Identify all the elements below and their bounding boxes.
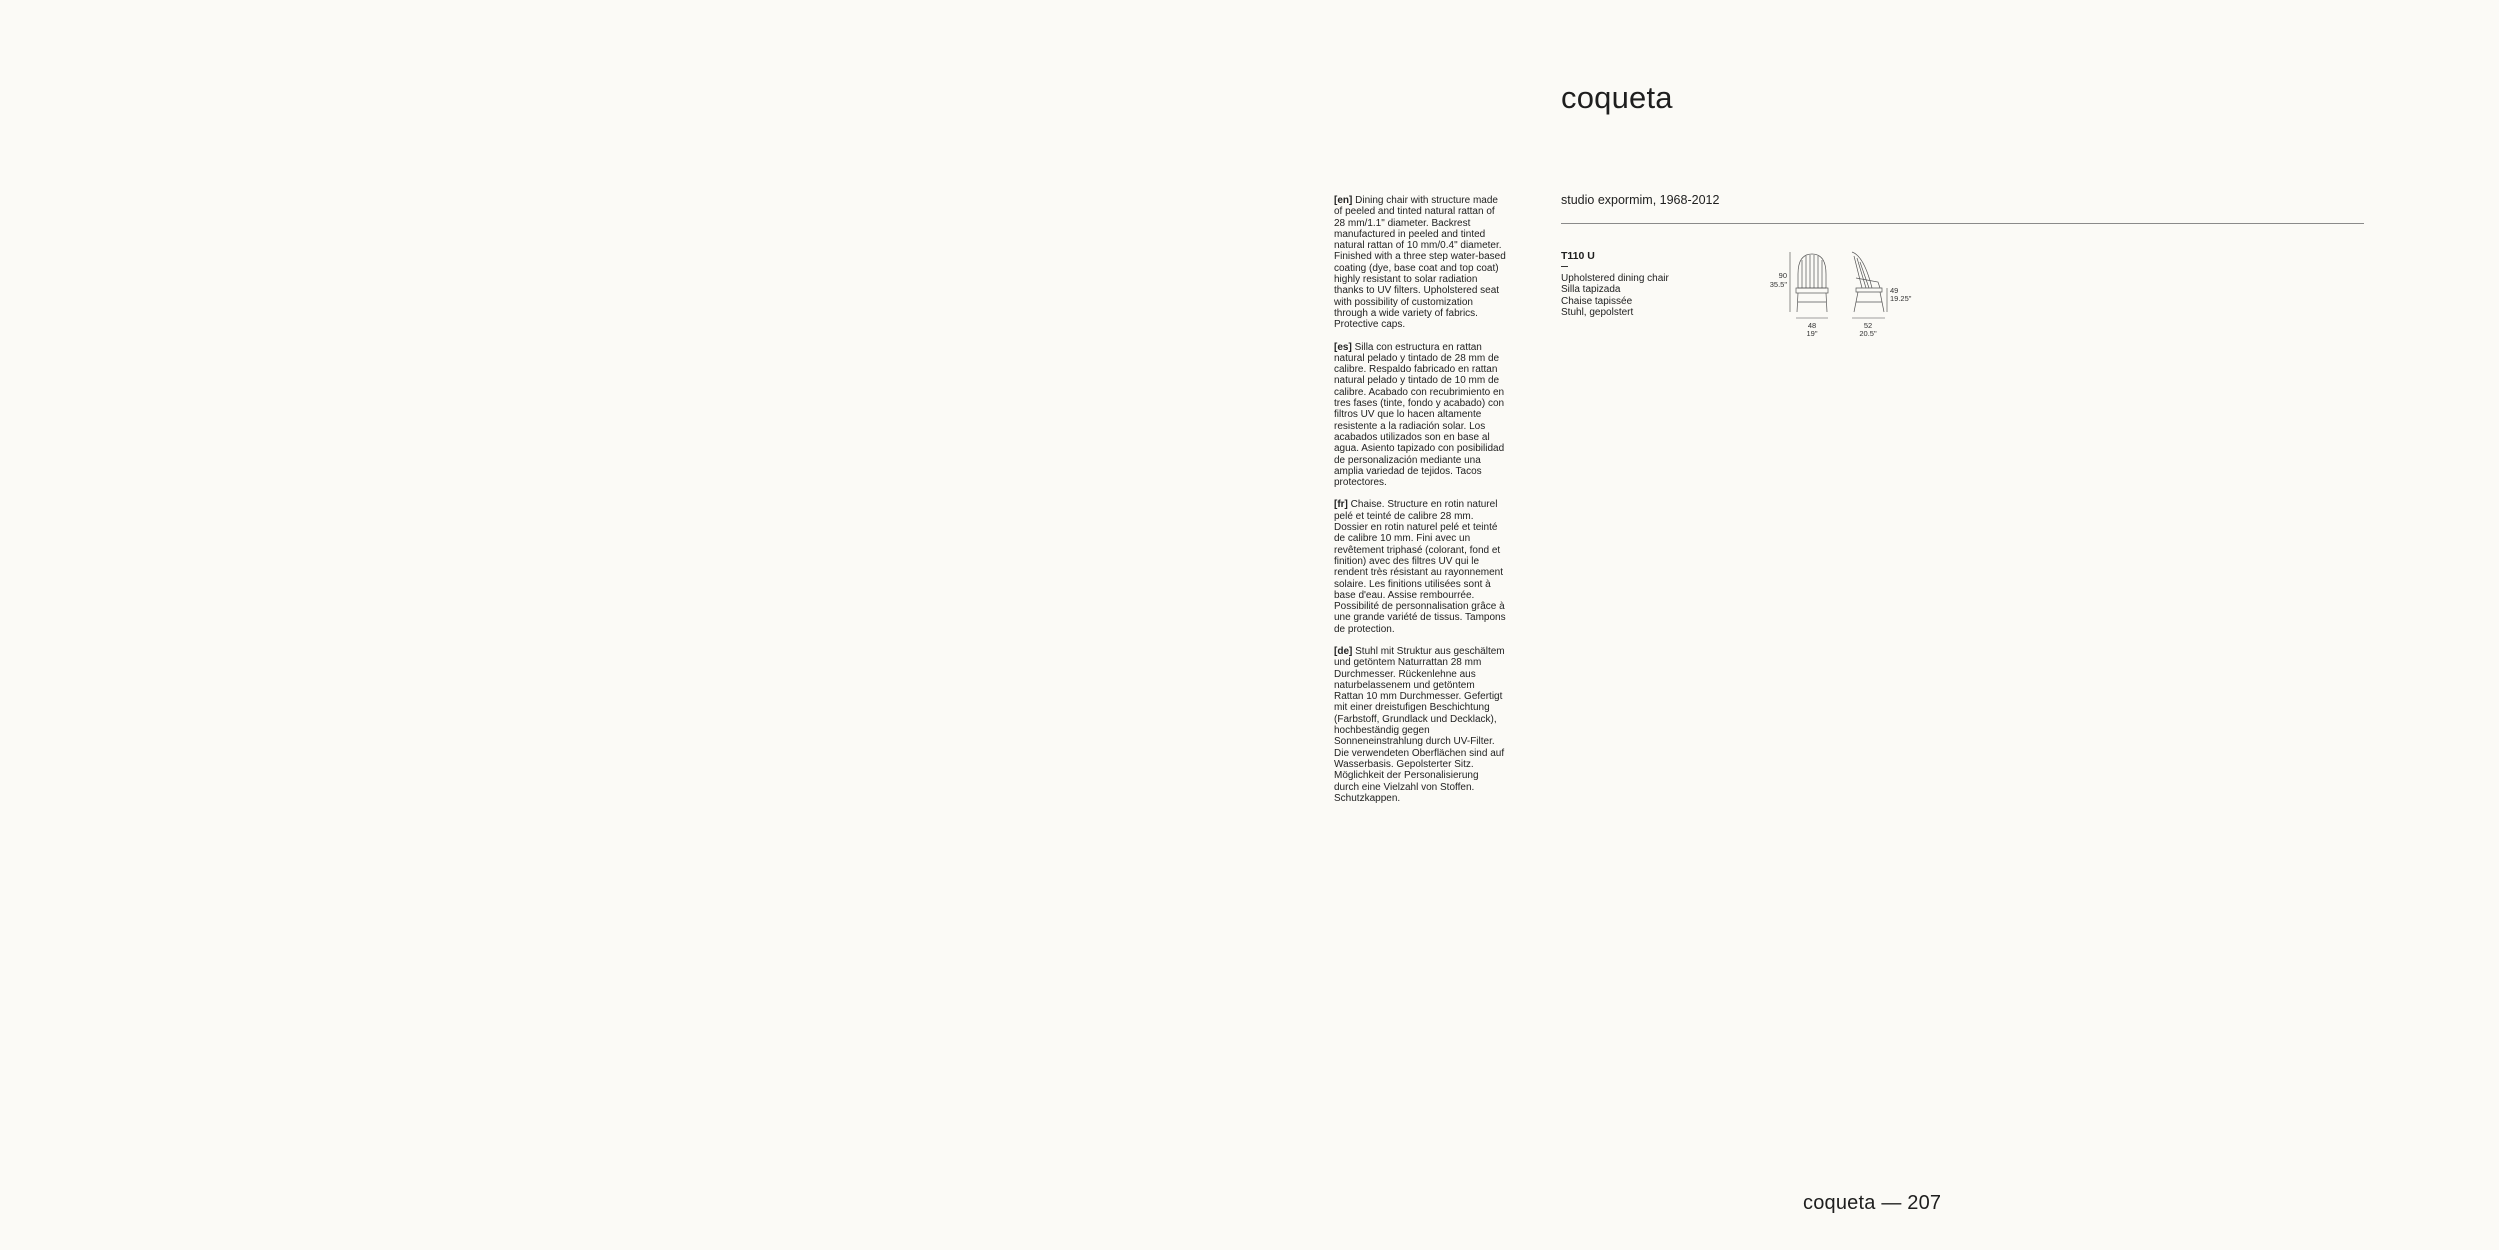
chair-front-icon <box>1796 254 1828 312</box>
model-names <box>1561 273 1669 319</box>
dim-height-cm: 90 <box>1778 271 1787 280</box>
model-name-es: Silla tapizada <box>1561 284 1621 296</box>
model-code: T110 U <box>1561 250 1595 262</box>
dim-seat-cm: 49 <box>1890 286 1899 295</box>
dimension-drawing <box>1760 246 1920 346</box>
description-de <box>1334 646 1506 804</box>
description-en <box>1334 195 1506 331</box>
description-es <box>1334 342 1506 489</box>
designer-credit: studio expormim, 1968-2012 <box>1561 193 1720 207</box>
product-title: coqueta <box>1561 80 1673 115</box>
description-fr-text: Chaise. Structure en rotin naturel pelé et teinté de calibre 28 mm. Dossier en rotin naturel pelé et teinté de calibre 10 mm. Fini avec un revêtement triphasé (colorant, fond et finition) avec des filtres UV qui le rendent très résistant au rayonnement solaire. Les finitions utilisées sont à base d'eau. Assise rembourrée. Possibilité de personnalisation grâce à une grande variété de tissus. Tampons de protection. <box>1334 499 1506 635</box>
dimension-lines <box>1790 252 1887 318</box>
description-es-text: Silla con estructura en rattan natural pelado y tintado de 28 mm de calibre. Respaldo fabricado en rattan natural pelado y tintado de 10 mm de calibre. Acabado con recubrimiento en tres fases (tinte, fondo y acabado) con filtros UV que lo hacen altamente resistente a la radiación solar. Los acabados utilizados son en base al agua. Asiento tapizado con posibilidad de personalización mediante una amplia variedad de tejidos. Tacos protectores. <box>1334 341 1505 489</box>
model-name-en: Upholstered dining chair <box>1561 273 1669 284</box>
lang-tag-es: [es] <box>1334 341 1352 353</box>
model-dash <box>1561 266 1568 267</box>
model-name-fr: Chaise tapissée <box>1561 295 1633 307</box>
dim-depth-cm: 52 <box>1863 321 1873 330</box>
section-divider <box>1561 223 2364 224</box>
lang-tag-de: [de] <box>1334 645 1353 657</box>
model-name-de: Stuhl, gepolstert <box>1561 307 1634 319</box>
dim-depth-in: 20.5" <box>1859 329 1877 338</box>
lang-tag-en: [en] <box>1334 195 1353 206</box>
dim-width-in: 19" <box>1806 329 1818 338</box>
dim-height-in: 35.5" <box>1769 280 1787 289</box>
lang-tag-fr: [fr] <box>1334 499 1348 511</box>
page-footer: coqueta — 207 <box>1803 1192 1942 1214</box>
description-de-text: Stuhl mit Struktur aus geschältem und getöntem Naturrattan 28 mm Durchmesser. Rückenlehne aus naturbelassenem und getöntem Rattan 10 mm Durchmesser. Gefertigt mit einer dreistufigen Beschichtung (Farbstoff, Grundlack und Decklack), hochbeständig gegen Sonneneinstrahlung durch UV-Filter. Die verwendeten Oberflächen sind auf Wasserbasis. Gepolsterter Sitz. Möglichkeit der Personalisierung durch eine Vielzahl von Stoffen. Schutzkappen. <box>1334 645 1505 804</box>
description-fr <box>1334 499 1506 635</box>
description-column <box>1334 195 1506 815</box>
dim-width-cm: 48 <box>1807 321 1817 330</box>
dim-seat-in: 19.25" <box>1890 294 1912 303</box>
chair-side-icon <box>1852 252 1884 312</box>
description-en-text: Dining chair with structure made of peeled and tinted natural rattan of 28 mm/1.1" diameter. Backrest manufactured in peeled and tinted natural rattan of 10 mm/0.4" diameter. Finished with a three step water-based coating (dye, base coat and top coat) highly resistant to solar radiation thanks to UV filters. Upholstered seat with possibility of customization through a wide variety of fabrics. Protective caps. <box>1334 195 1506 331</box>
